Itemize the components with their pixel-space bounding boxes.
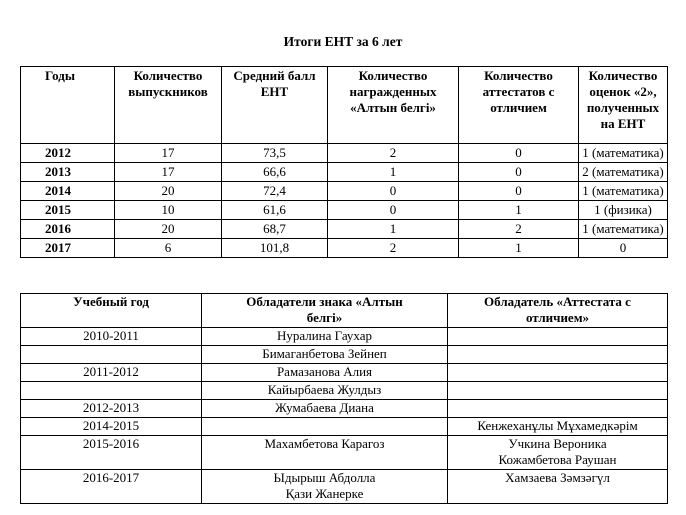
cell-honors-certificate-holder [448, 346, 668, 364]
cell-altyn-belgi: 1 [328, 163, 459, 182]
cell-average-score: 72,4 [222, 182, 328, 201]
cell-honors-certificate-holder [448, 400, 668, 418]
table-row [21, 220, 668, 239]
table-header-row [21, 294, 668, 328]
header-honors-certificate-holder: Обладатель «Аттестата с отличием» [448, 294, 668, 328]
table-row [21, 418, 668, 436]
table-row [21, 346, 668, 364]
cell-altyn-belgi: 1 [328, 220, 459, 239]
table-row [21, 239, 668, 258]
cell-academic-year: 2012-2013 [21, 400, 202, 418]
cell-graduates: 6 [115, 239, 222, 258]
cell-year: 2015 [21, 201, 115, 220]
table-row [21, 364, 668, 382]
table-row [21, 328, 668, 346]
cell-altyn-belgi-holder [202, 418, 448, 436]
cell-grade-two: 1 (математика) [579, 144, 668, 163]
header-altyn-belgi-holders: Обладатели знака «Алтын белгі» [202, 294, 448, 328]
cell-academic-year: 2016-2017 [21, 470, 202, 504]
table-header-row [21, 67, 668, 144]
cell-honors-certificate-holder: Хамзаева Зәмзәгүл [448, 470, 668, 504]
cell-altyn-belgi: 0 [328, 182, 459, 201]
cell-graduates: 17 [115, 163, 222, 182]
cell-year: 2016 [21, 220, 115, 239]
cell-academic-year: 2015-2016 [21, 436, 202, 470]
table-row [21, 436, 668, 470]
header-academic-year: Учебный год [21, 294, 202, 328]
cell-altyn-belgi: 0 [328, 201, 459, 220]
cell-grade-two: 0 [579, 239, 668, 258]
header-altyn-belgi: Количество награжденных «Алтын белгі» [328, 67, 459, 144]
cell-honors-certificates: 1 [459, 239, 579, 258]
header-honors-certificates: Количество аттестатов с отличием [459, 67, 579, 144]
cell-average-score: 68,7 [222, 220, 328, 239]
cell-graduates: 17 [115, 144, 222, 163]
cell-academic-year [21, 382, 202, 400]
cell-year: 2017 [21, 239, 115, 258]
cell-average-score: 66,6 [222, 163, 328, 182]
cell-academic-year: 2011-2012 [21, 364, 202, 382]
cell-academic-year: 2010-2011 [21, 328, 202, 346]
cell-academic-year: 2014-2015 [21, 418, 202, 436]
cell-altyn-belgi-holder: Нуралина Гаухар [202, 328, 448, 346]
table-row [21, 144, 668, 163]
cell-average-score: 101,8 [222, 239, 328, 258]
table-row [21, 182, 668, 201]
cell-honors-certificates: 0 [459, 182, 579, 201]
ent-results-table [20, 66, 668, 258]
cell-grade-two: 1 (математика) [579, 182, 668, 201]
header-year: Годы [21, 67, 115, 144]
cell-year: 2012 [21, 144, 115, 163]
cell-honors-certificate-holder: Учкина Вероника Кожамбетова Раушан [448, 436, 668, 470]
table-row [21, 470, 668, 504]
cell-academic-year [21, 346, 202, 364]
cell-altyn-belgi-holder: Ыдырыш Абдолла Қази Жанерке [202, 470, 448, 504]
cell-grade-two: 1 (физика) [579, 201, 668, 220]
cell-honors-certificates: 0 [459, 163, 579, 182]
header-average-score: Средний балл ЕНТ [222, 67, 328, 144]
table-row [21, 163, 668, 182]
cell-altyn-belgi-holder: Бимаганбетова Зейнеп [202, 346, 448, 364]
cell-year: 2013 [21, 163, 115, 182]
cell-honors-certificates: 1 [459, 201, 579, 220]
header-graduates: Количество выпускников [115, 67, 222, 144]
table-row [21, 201, 668, 220]
cell-honors-certificates: 2 [459, 220, 579, 239]
table-row [21, 400, 668, 418]
cell-grade-two: 1 (математика) [579, 220, 668, 239]
header-grade-two: Количество оценок «2», полученных на ЕНТ [579, 67, 668, 144]
cell-honors-certificate-holder [448, 382, 668, 400]
cell-grade-two: 2 (математика) [579, 163, 668, 182]
cell-average-score: 73,5 [222, 144, 328, 163]
cell-honors-certificate-holder [448, 364, 668, 382]
cell-honors-certificate-holder [448, 328, 668, 346]
cell-altyn-belgi: 2 [328, 144, 459, 163]
award-holders-table [20, 293, 668, 504]
cell-average-score: 61,6 [222, 201, 328, 220]
page-title: Итоги ЕНТ за 6 лет [283, 34, 403, 49]
cell-altyn-belgi-holder: Махамбетова Карагоз [202, 436, 448, 470]
cell-honors-certificate-holder: Кенжеханұлы Мұхамедкәрім [448, 418, 668, 436]
cell-altyn-belgi: 2 [328, 239, 459, 258]
cell-altyn-belgi-holder: Жумабаева Диана [202, 400, 448, 418]
table-row [21, 382, 668, 400]
cell-year: 2014 [21, 182, 115, 201]
cell-honors-certificates: 0 [459, 144, 579, 163]
cell-graduates: 20 [115, 182, 222, 201]
cell-altyn-belgi-holder: Кайырбаева Жулдыз [202, 382, 448, 400]
cell-graduates: 10 [115, 201, 222, 220]
cell-altyn-belgi-holder: Рамазанова Алия [202, 364, 448, 382]
cell-graduates: 20 [115, 220, 222, 239]
